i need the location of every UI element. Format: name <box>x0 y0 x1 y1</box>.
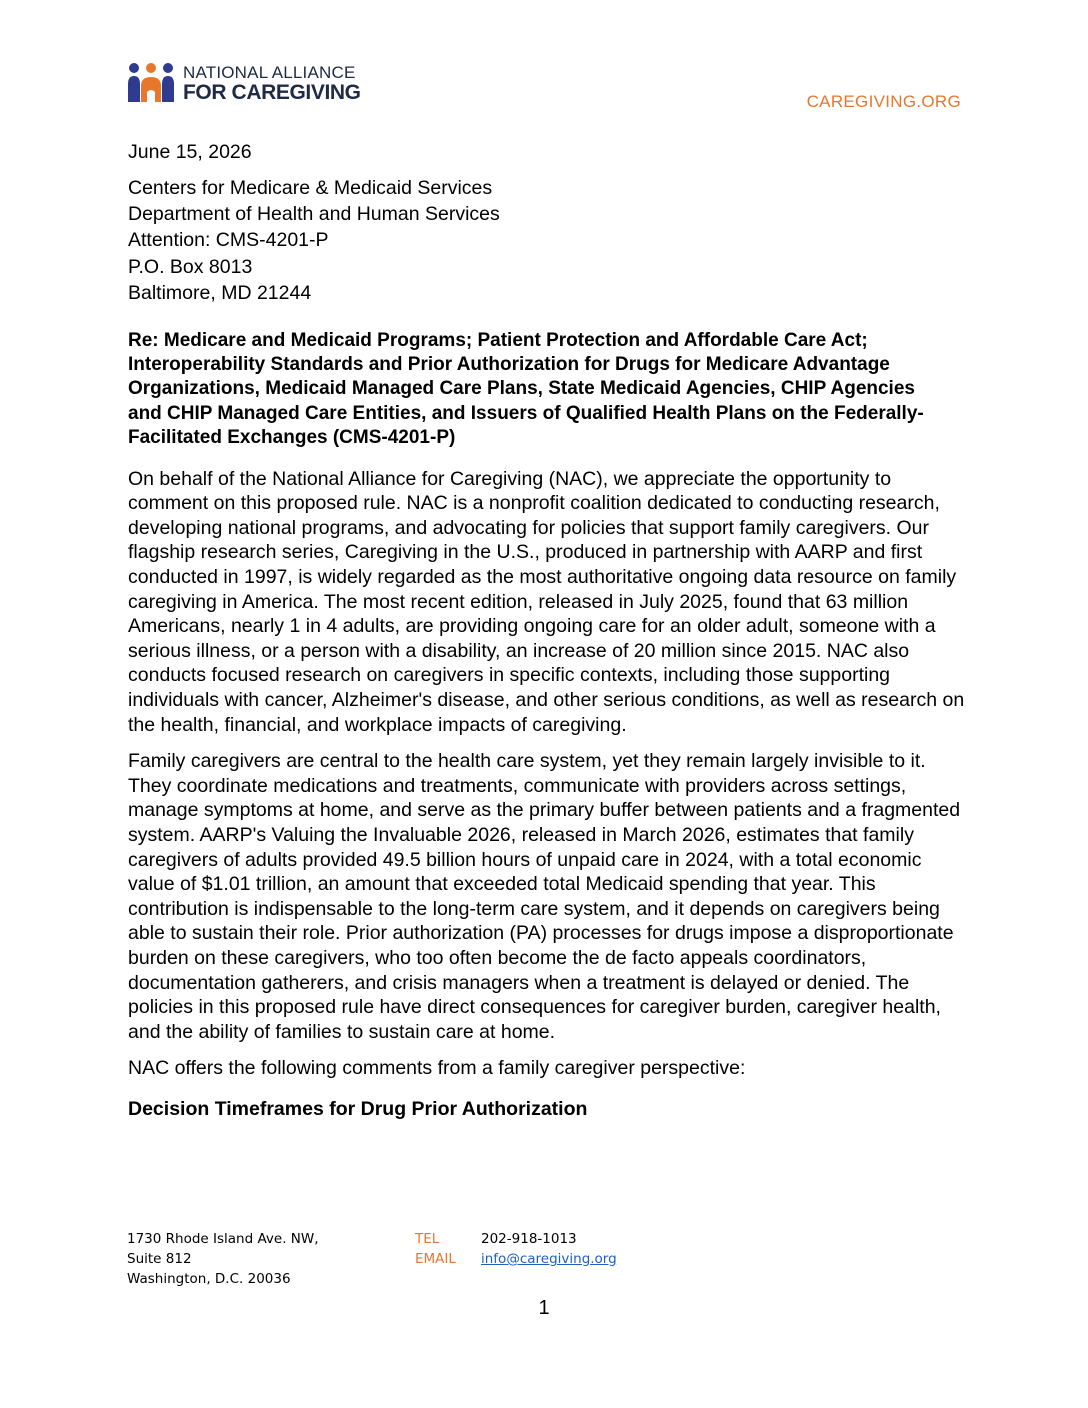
footer-tel-row <box>415 1229 617 1249</box>
footer-address-line: Suite 812 <box>127 1251 192 1267</box>
recipient-address <box>128 175 968 307</box>
footer-address-line: 1730 Rhode Island Ave. NW, <box>127 1231 319 1247</box>
page-number: 1 <box>538 1297 550 1319</box>
email-link[interactable]: info@caregiving.org <box>481 1251 617 1267</box>
section-heading: Decision Timeframes for Drug Prior Authorization <box>128 1097 588 1120</box>
email-label: EMAIL <box>415 1251 456 1267</box>
footer-contact <box>415 1229 617 1269</box>
logo-line-2: FOR CAREGIVING <box>183 80 361 104</box>
address-line: Baltimore, MD 21244 <box>128 282 312 305</box>
letter-body <box>128 140 968 1134</box>
body-paragraph: Family caregivers are central to the health care system, yet they remain largely invisible to it. They coordinate medications and treatments, communicate with providers across settings, manage symptoms at home, and serve as the primary buffer between patients and a fragmented system. AARP's Valuing the Invaluable 2026, released in March 2026, estimates that family caregivers of adults provided 49.5 billion hours of unpaid care in 2024, with a total economic value of $1.01 trillion, an amount that exceeded total Medicaid spending that year. This contribution is indispensable to the long-term care system, and it depends on caregivers being able to sustain their role. Prior authorization (PA) processes for drugs impose a disproportionate burden on these caregivers, who too often become the de facto appeals coordinators, documentation gatherers, and crisis managers when a treatment is delayed or denied. The policies in this proposed rule have direct consequences for caregiver burden, caregiver health, and the ability of families to sustain care at home. <box>128 750 961 1043</box>
tel-value: 202-918-1013 <box>481 1231 577 1247</box>
footer-address-line: Washington, D.C. 20036 <box>127 1271 291 1287</box>
address-line: Attention: CMS-4201-P <box>128 229 329 252</box>
nac-logo <box>127 62 361 104</box>
address-line: Department of Health and Human Services <box>128 203 500 225</box>
footer-address <box>127 1229 319 1289</box>
caregiving-logo-icon <box>127 62 175 104</box>
address-line: Centers for Medicare & Medicaid Services <box>128 176 493 199</box>
website-url: CAREGIVING.ORG <box>806 92 961 111</box>
address-line: P.O. Box 8013 <box>128 255 253 278</box>
subject-line: Re: Medicare and Medicaid Programs; Patient Protection and Affordable Care Act; Interoperability Standards and Prior Authorization for Drugs for Medicare Advantage Organizations, Medicaid Managed Care Plans, State Medicaid Agencies, CHIP Agencies and CHIP Managed Care Entities, and Issuers of Qualified Health Plans on the Federally-Facilitated Exchanges (CMS-4201-P) <box>128 329 924 449</box>
logo-line-1: NATIONAL ALLIANCE <box>183 62 356 82</box>
body-paragraph: On behalf of the National Alliance for Caregiving (NAC), we appreciate the opportunity to comment on this proposed rule. NAC is a nonprofit coalition dedicated to conducting research, developing national programs, and advocating for policies that support family caregivers. Our flagship research series, Caregiving in the U.S., produced in partnership with AARP and first conducted in 1997, is widely regarded as the most authoritative ongoing data resource on family caregiving in America. The most recent edition, released in July 2025, found that 63 million Americans, nearly 1 in 4 adults, are providing ongoing care for an older adult, someone with a serious illness, or a person with a disability, an increase of 20 million since 2015. NAC also conducts focused research on caregivers in specific contexts, including those supporting individuals with cancer, Alzheimer's disease, and other serious conditions, as well as research on the health, financial, and workplace impacts of caregiving. <box>128 467 965 736</box>
letter-date: June 15, 2026 <box>128 141 252 163</box>
logo-wordmark <box>183 64 361 103</box>
tel-label: TEL <box>415 1231 440 1247</box>
footer-email-row <box>415 1249 617 1269</box>
body-paragraph: NAC offers the following comments from a family caregiver perspective: <box>128 1057 746 1080</box>
